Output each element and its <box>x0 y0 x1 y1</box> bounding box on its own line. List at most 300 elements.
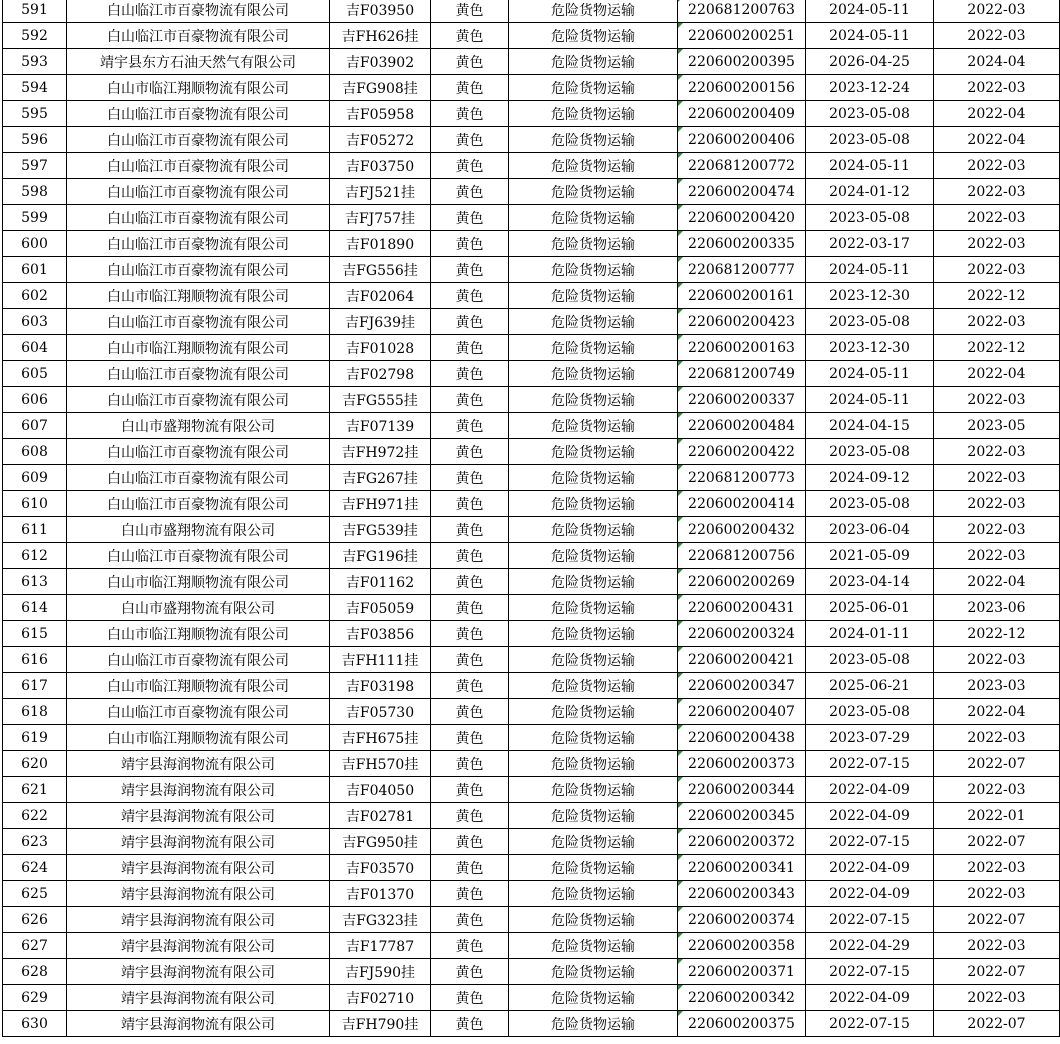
table-row <box>3 517 1060 543</box>
row-number-cell: 616 <box>3 647 67 673</box>
row-number-cell: 594 <box>3 75 67 101</box>
plate-number-cell: 吉F01890 <box>330 231 431 257</box>
permit-number-cell: 220600200431 <box>678 595 806 621</box>
table-row <box>3 985 1060 1011</box>
row-number-cell: 617 <box>3 673 67 699</box>
row-number-cell: 595 <box>3 101 67 127</box>
inspection-month-cell: 2022-07 <box>934 959 1060 985</box>
plate-color-cell: 黄色 <box>431 907 509 933</box>
inspection-month-cell: 2023-03 <box>934 673 1060 699</box>
inspection-month-cell: 2022-03 <box>934 309 1060 335</box>
plate-number-cell: 吉FH790挂 <box>330 1011 431 1037</box>
plate-color-cell: 黄色 <box>431 517 509 543</box>
company-name-cell: 白山临江市百豪物流有限公司 <box>67 101 330 127</box>
business-scope-cell: 危险货物运输 <box>509 101 678 127</box>
permit-number-cell: 220600200163 <box>678 335 806 361</box>
company-name-cell: 靖宇县海润物流有限公司 <box>67 777 330 803</box>
permit-number-cell: 220600200343 <box>678 881 806 907</box>
row-number-cell: 603 <box>3 309 67 335</box>
business-scope-cell: 危险货物运输 <box>509 49 678 75</box>
plate-number-cell: 吉FG556挂 <box>330 257 431 283</box>
table-row <box>3 907 1060 933</box>
plate-color-cell: 黄色 <box>431 23 509 49</box>
inspection-month-cell: 2022-03 <box>934 465 1060 491</box>
plate-number-cell: 吉FH971挂 <box>330 491 431 517</box>
table-row <box>3 491 1060 517</box>
expiry-date-cell: 2023-12-30 <box>806 283 934 309</box>
business-scope-cell: 危险货物运输 <box>509 933 678 959</box>
inspection-month-cell: 2022-03 <box>934 647 1060 673</box>
business-scope-cell: 危险货物运输 <box>509 699 678 725</box>
company-name-cell: 白山市临江翔顺物流有限公司 <box>67 621 330 647</box>
plate-number-cell: 吉F02798 <box>330 361 431 387</box>
expiry-date-cell: 2022-04-29 <box>806 933 934 959</box>
business-scope-cell: 危险货物运输 <box>509 205 678 231</box>
plate-number-cell: 吉F07139 <box>330 413 431 439</box>
business-scope-cell: 危险货物运输 <box>509 985 678 1011</box>
business-scope-cell: 危险货物运输 <box>509 543 678 569</box>
company-name-cell: 靖宇县海润物流有限公司 <box>67 751 330 777</box>
company-name-cell: 靖宇县海润物流有限公司 <box>67 985 330 1011</box>
row-number-cell: 614 <box>3 595 67 621</box>
plate-color-cell: 黄色 <box>431 0 509 23</box>
row-number-cell: 610 <box>3 491 67 517</box>
plate-number-cell: 吉F05272 <box>330 127 431 153</box>
inspection-month-cell: 2022-03 <box>934 439 1060 465</box>
table-row <box>3 413 1060 439</box>
row-number-cell: 628 <box>3 959 67 985</box>
inspection-month-cell: 2022-03 <box>934 855 1060 881</box>
inspection-month-cell: 2022-12 <box>934 335 1060 361</box>
plate-color-cell: 黄色 <box>431 647 509 673</box>
inspection-month-cell: 2022-03 <box>934 257 1060 283</box>
business-scope-cell: 危险货物运输 <box>509 127 678 153</box>
table-row <box>3 387 1060 413</box>
permit-number-cell: 220600200474 <box>678 179 806 205</box>
plate-number-cell: 吉F02064 <box>330 283 431 309</box>
plate-color-cell: 黄色 <box>431 127 509 153</box>
inspection-month-cell: 2022-01 <box>934 803 1060 829</box>
plate-number-cell: 吉F05730 <box>330 699 431 725</box>
inspection-month-cell: 2022-03 <box>934 179 1060 205</box>
table-row <box>3 153 1060 179</box>
row-number-cell: 598 <box>3 179 67 205</box>
plate-color-cell: 黄色 <box>431 179 509 205</box>
company-name-cell: 靖宇县海润物流有限公司 <box>67 855 330 881</box>
permit-number-cell: 220600200251 <box>678 23 806 49</box>
plate-number-cell: 吉FH972挂 <box>330 439 431 465</box>
inspection-month-cell: 2022-12 <box>934 621 1060 647</box>
expiry-date-cell: 2022-04-09 <box>806 855 934 881</box>
inspection-month-cell: 2022-07 <box>934 751 1060 777</box>
plate-color-cell: 黄色 <box>431 699 509 725</box>
expiry-date-cell: 2022-07-15 <box>806 907 934 933</box>
row-number-cell: 611 <box>3 517 67 543</box>
permit-number-cell: 220600200345 <box>678 803 806 829</box>
business-scope-cell: 危险货物运输 <box>509 0 678 23</box>
row-number-cell: 600 <box>3 231 67 257</box>
plate-number-cell: 吉FJ521挂 <box>330 179 431 205</box>
company-name-cell: 白山临江市百豪物流有限公司 <box>67 465 330 491</box>
table-body <box>3 0 1060 1037</box>
plate-color-cell: 黄色 <box>431 101 509 127</box>
permit-number-cell: 220600200438 <box>678 725 806 751</box>
company-name-cell: 白山临江市百豪物流有限公司 <box>67 257 330 283</box>
table-row <box>3 647 1060 673</box>
business-scope-cell: 危险货物运输 <box>509 751 678 777</box>
expiry-date-cell: 2023-06-04 <box>806 517 934 543</box>
table-row <box>3 855 1060 881</box>
plate-color-cell: 黄色 <box>431 283 509 309</box>
business-scope-cell: 危险货物运输 <box>509 829 678 855</box>
business-scope-cell: 危险货物运输 <box>509 465 678 491</box>
inspection-month-cell: 2022-03 <box>934 23 1060 49</box>
expiry-date-cell: 2023-05-08 <box>806 439 934 465</box>
table-row <box>3 543 1060 569</box>
row-number-cell: 612 <box>3 543 67 569</box>
plate-color-cell: 黄色 <box>431 595 509 621</box>
inspection-month-cell: 2022-03 <box>934 725 1060 751</box>
plate-number-cell: 吉F03950 <box>330 0 431 23</box>
table-row <box>3 309 1060 335</box>
inspection-month-cell: 2022-03 <box>934 517 1060 543</box>
plate-color-cell: 黄色 <box>431 751 509 777</box>
row-number-cell: 620 <box>3 751 67 777</box>
table-row <box>3 699 1060 725</box>
permit-number-cell: 220600200324 <box>678 621 806 647</box>
expiry-date-cell: 2023-05-08 <box>806 699 934 725</box>
business-scope-cell: 危险货物运输 <box>509 491 678 517</box>
table-row <box>3 127 1060 153</box>
plate-color-cell: 黄色 <box>431 881 509 907</box>
expiry-date-cell: 2024-05-11 <box>806 0 934 23</box>
table-row <box>3 361 1060 387</box>
plate-color-cell: 黄色 <box>431 361 509 387</box>
inspection-month-cell: 2022-03 <box>934 933 1060 959</box>
row-number-cell: 630 <box>3 1011 67 1037</box>
plate-number-cell: 吉FG908挂 <box>330 75 431 101</box>
permit-number-cell: 220681200763 <box>678 0 806 23</box>
permit-number-cell: 220681200777 <box>678 257 806 283</box>
table-row <box>3 829 1060 855</box>
company-name-cell: 白山临江市百豪物流有限公司 <box>67 153 330 179</box>
row-number-cell: 626 <box>3 907 67 933</box>
permit-number-cell: 220681200756 <box>678 543 806 569</box>
permit-number-cell: 220600200406 <box>678 127 806 153</box>
table-row <box>3 49 1060 75</box>
business-scope-cell: 危险货物运输 <box>509 75 678 101</box>
plate-number-cell: 吉FH111挂 <box>330 647 431 673</box>
company-name-cell: 白山市临江翔顺物流有限公司 <box>67 569 330 595</box>
permit-number-cell: 220600200395 <box>678 49 806 75</box>
plate-color-cell: 黄色 <box>431 153 509 179</box>
plate-color-cell: 黄色 <box>431 543 509 569</box>
inspection-month-cell: 2022-03 <box>934 777 1060 803</box>
row-number-cell: 596 <box>3 127 67 153</box>
expiry-date-cell: 2023-05-08 <box>806 647 934 673</box>
row-number-cell: 606 <box>3 387 67 413</box>
business-scope-cell: 危险货物运输 <box>509 23 678 49</box>
plate-color-cell: 黄色 <box>431 673 509 699</box>
inspection-month-cell: 2022-04 <box>934 127 1060 153</box>
company-name-cell: 白山临江市百豪物流有限公司 <box>67 699 330 725</box>
plate-color-cell: 黄色 <box>431 569 509 595</box>
expiry-date-cell: 2023-05-08 <box>806 309 934 335</box>
row-number-cell: 629 <box>3 985 67 1011</box>
inspection-month-cell: 2022-03 <box>934 231 1060 257</box>
company-name-cell: 白山市临江翔顺物流有限公司 <box>67 283 330 309</box>
expiry-date-cell: 2022-07-15 <box>806 959 934 985</box>
row-number-cell: 604 <box>3 335 67 361</box>
company-name-cell: 白山临江市百豪物流有限公司 <box>67 647 330 673</box>
expiry-date-cell: 2023-05-08 <box>806 491 934 517</box>
plate-number-cell: 吉F03750 <box>330 153 431 179</box>
table-row <box>3 959 1060 985</box>
business-scope-cell: 危险货物运输 <box>509 647 678 673</box>
expiry-date-cell: 2025-06-01 <box>806 595 934 621</box>
expiry-date-cell: 2023-05-08 <box>806 205 934 231</box>
permit-number-cell: 220600200335 <box>678 231 806 257</box>
inspection-month-cell: 2022-07 <box>934 829 1060 855</box>
expiry-date-cell: 2022-04-09 <box>806 985 934 1011</box>
table-row <box>3 803 1060 829</box>
row-number-cell: 605 <box>3 361 67 387</box>
inspection-month-cell: 2023-05 <box>934 413 1060 439</box>
table-row <box>3 673 1060 699</box>
business-scope-cell: 危险货物运输 <box>509 907 678 933</box>
table-row <box>3 231 1060 257</box>
row-number-cell: 622 <box>3 803 67 829</box>
company-name-cell: 白山市盛翔物流有限公司 <box>67 413 330 439</box>
plate-color-cell: 黄色 <box>431 413 509 439</box>
plate-color-cell: 黄色 <box>431 491 509 517</box>
expiry-date-cell: 2023-05-08 <box>806 127 934 153</box>
plate-color-cell: 黄色 <box>431 621 509 647</box>
plate-number-cell: 吉F02710 <box>330 985 431 1011</box>
plate-color-cell: 黄色 <box>431 1011 509 1037</box>
business-scope-cell: 危险货物运输 <box>509 959 678 985</box>
permit-number-cell: 220600200358 <box>678 933 806 959</box>
plate-number-cell: 吉F01162 <box>330 569 431 595</box>
company-name-cell: 靖宇县海润物流有限公司 <box>67 907 330 933</box>
plate-number-cell: 吉FG539挂 <box>330 517 431 543</box>
permit-number-cell: 220600200373 <box>678 751 806 777</box>
business-scope-cell: 危险货物运输 <box>509 283 678 309</box>
company-name-cell: 白山市临江翔顺物流有限公司 <box>67 725 330 751</box>
expiry-date-cell: 2024-05-11 <box>806 257 934 283</box>
inspection-month-cell: 2022-03 <box>934 491 1060 517</box>
business-scope-cell: 危险货物运输 <box>509 569 678 595</box>
table-row <box>3 335 1060 361</box>
inspection-month-cell: 2022-03 <box>934 387 1060 413</box>
row-number-cell: 608 <box>3 439 67 465</box>
row-number-cell: 609 <box>3 465 67 491</box>
inspection-month-cell: 2022-03 <box>934 205 1060 231</box>
expiry-date-cell: 2022-04-09 <box>806 803 934 829</box>
permit-number-cell: 220600200337 <box>678 387 806 413</box>
permit-number-cell: 220600200374 <box>678 907 806 933</box>
row-number-cell: 599 <box>3 205 67 231</box>
inspection-month-cell: 2022-03 <box>934 985 1060 1011</box>
expiry-date-cell: 2023-07-29 <box>806 725 934 751</box>
business-scope-cell: 危险货物运输 <box>509 517 678 543</box>
vehicle-registry-table <box>2 0 1060 1037</box>
business-scope-cell: 危险货物运输 <box>509 855 678 881</box>
inspection-month-cell: 2022-07 <box>934 907 1060 933</box>
company-name-cell: 靖宇县海润物流有限公司 <box>67 829 330 855</box>
plate-number-cell: 吉F02781 <box>330 803 431 829</box>
plate-number-cell: 吉FG555挂 <box>330 387 431 413</box>
table-row <box>3 465 1060 491</box>
company-name-cell: 白山市临江翔顺物流有限公司 <box>67 335 330 361</box>
expiry-date-cell: 2023-12-30 <box>806 335 934 361</box>
expiry-date-cell: 2024-05-11 <box>806 153 934 179</box>
table-row <box>3 751 1060 777</box>
company-name-cell: 白山临江市百豪物流有限公司 <box>67 231 330 257</box>
row-number-cell: 602 <box>3 283 67 309</box>
row-number-cell: 625 <box>3 881 67 907</box>
plate-number-cell: 吉FJ639挂 <box>330 309 431 335</box>
row-number-cell: 615 <box>3 621 67 647</box>
business-scope-cell: 危险货物运输 <box>509 257 678 283</box>
inspection-month-cell: 2022-04 <box>934 361 1060 387</box>
permit-number-cell: 220600200423 <box>678 309 806 335</box>
business-scope-cell: 危险货物运输 <box>509 725 678 751</box>
expiry-date-cell: 2024-04-15 <box>806 413 934 439</box>
company-name-cell: 靖宇县海润物流有限公司 <box>67 933 330 959</box>
expiry-date-cell: 2024-01-11 <box>806 621 934 647</box>
business-scope-cell: 危险货物运输 <box>509 179 678 205</box>
plate-number-cell: 吉F03902 <box>330 49 431 75</box>
company-name-cell: 白山临江市百豪物流有限公司 <box>67 491 330 517</box>
row-number-cell: 601 <box>3 257 67 283</box>
plate-number-cell: 吉FJ757挂 <box>330 205 431 231</box>
expiry-date-cell: 2022-07-15 <box>806 1011 934 1037</box>
permit-number-cell: 220600200344 <box>678 777 806 803</box>
table-row <box>3 205 1060 231</box>
company-name-cell: 白山市盛翔物流有限公司 <box>67 595 330 621</box>
expiry-date-cell: 2022-04-09 <box>806 777 934 803</box>
business-scope-cell: 危险货物运输 <box>509 361 678 387</box>
inspection-month-cell: 2024-04 <box>934 49 1060 75</box>
plate-number-cell: 吉FG196挂 <box>330 543 431 569</box>
plate-color-cell: 黄色 <box>431 335 509 361</box>
permit-number-cell: 220600200422 <box>678 439 806 465</box>
company-name-cell: 白山市盛翔物流有限公司 <box>67 517 330 543</box>
business-scope-cell: 危险货物运输 <box>509 413 678 439</box>
company-name-cell: 靖宇县海润物流有限公司 <box>67 803 330 829</box>
company-name-cell: 白山临江市百豪物流有限公司 <box>67 127 330 153</box>
table-row <box>3 777 1060 803</box>
business-scope-cell: 危险货物运输 <box>509 439 678 465</box>
expiry-date-cell: 2023-04-14 <box>806 569 934 595</box>
permit-number-cell: 220600200375 <box>678 1011 806 1037</box>
expiry-date-cell: 2022-03-17 <box>806 231 934 257</box>
plate-number-cell: 吉F03570 <box>330 855 431 881</box>
permit-number-cell: 220681200773 <box>678 465 806 491</box>
table-row <box>3 933 1060 959</box>
row-number-cell: 623 <box>3 829 67 855</box>
business-scope-cell: 危险货物运输 <box>509 387 678 413</box>
company-name-cell: 靖宇县海润物流有限公司 <box>67 959 330 985</box>
permit-number-cell: 220600200342 <box>678 985 806 1011</box>
inspection-month-cell: 2022-03 <box>934 0 1060 23</box>
plate-color-cell: 黄色 <box>431 309 509 335</box>
business-scope-cell: 危险货物运输 <box>509 673 678 699</box>
table-row <box>3 621 1060 647</box>
company-name-cell: 靖宇县东方石油天然气有限公司 <box>67 49 330 75</box>
permit-number-cell: 220600200432 <box>678 517 806 543</box>
expiry-date-cell: 2021-05-09 <box>806 543 934 569</box>
plate-number-cell: 吉F03856 <box>330 621 431 647</box>
table-row <box>3 23 1060 49</box>
inspection-month-cell: 2022-07 <box>934 1011 1060 1037</box>
expiry-date-cell: 2022-04-09 <box>806 881 934 907</box>
permit-number-cell: 220600200421 <box>678 647 806 673</box>
expiry-date-cell: 2023-12-24 <box>806 75 934 101</box>
inspection-month-cell: 2022-03 <box>934 543 1060 569</box>
table-row <box>3 569 1060 595</box>
company-name-cell: 白山临江市百豪物流有限公司 <box>67 0 330 23</box>
expiry-date-cell: 2024-01-12 <box>806 179 934 205</box>
business-scope-cell: 危险货物运输 <box>509 777 678 803</box>
expiry-date-cell: 2025-06-21 <box>806 673 934 699</box>
plate-color-cell: 黄色 <box>431 231 509 257</box>
company-name-cell: 靖宇县海润物流有限公司 <box>67 1011 330 1037</box>
plate-number-cell: 吉FH626挂 <box>330 23 431 49</box>
plate-number-cell: 吉FG267挂 <box>330 465 431 491</box>
plate-number-cell: 吉F01370 <box>330 881 431 907</box>
row-number-cell: 624 <box>3 855 67 881</box>
permit-number-cell: 220600200414 <box>678 491 806 517</box>
plate-color-cell: 黄色 <box>431 465 509 491</box>
plate-color-cell: 黄色 <box>431 725 509 751</box>
plate-color-cell: 黄色 <box>431 205 509 231</box>
row-number-cell: 621 <box>3 777 67 803</box>
plate-color-cell: 黄色 <box>431 855 509 881</box>
plate-number-cell: 吉F04050 <box>330 777 431 803</box>
plate-color-cell: 黄色 <box>431 985 509 1011</box>
table-row <box>3 595 1060 621</box>
table-row <box>3 1011 1060 1037</box>
company-name-cell: 白山市临江翔顺物流有限公司 <box>67 673 330 699</box>
plate-color-cell: 黄色 <box>431 439 509 465</box>
company-name-cell: 白山临江市百豪物流有限公司 <box>67 179 330 205</box>
row-number-cell: 591 <box>3 0 67 23</box>
business-scope-cell: 危险货物运输 <box>509 881 678 907</box>
row-number-cell: 613 <box>3 569 67 595</box>
business-scope-cell: 危险货物运输 <box>509 1011 678 1037</box>
expiry-date-cell: 2022-07-15 <box>806 829 934 855</box>
plate-number-cell: 吉F05059 <box>330 595 431 621</box>
plate-number-cell: 吉FG950挂 <box>330 829 431 855</box>
permit-number-cell: 220600200420 <box>678 205 806 231</box>
business-scope-cell: 危险货物运输 <box>509 309 678 335</box>
inspection-month-cell: 2022-04 <box>934 569 1060 595</box>
business-scope-cell: 危险货物运输 <box>509 803 678 829</box>
row-number-cell: 619 <box>3 725 67 751</box>
plate-color-cell: 黄色 <box>431 933 509 959</box>
plate-color-cell: 黄色 <box>431 75 509 101</box>
company-name-cell: 白山临江市百豪物流有限公司 <box>67 543 330 569</box>
permit-number-cell: 220681200749 <box>678 361 806 387</box>
table-row <box>3 881 1060 907</box>
permit-number-cell: 220681200772 <box>678 153 806 179</box>
company-name-cell: 白山临江市百豪物流有限公司 <box>67 309 330 335</box>
business-scope-cell: 危险货物运输 <box>509 621 678 647</box>
permit-number-cell: 220600200341 <box>678 855 806 881</box>
plate-number-cell: 吉F05958 <box>330 101 431 127</box>
